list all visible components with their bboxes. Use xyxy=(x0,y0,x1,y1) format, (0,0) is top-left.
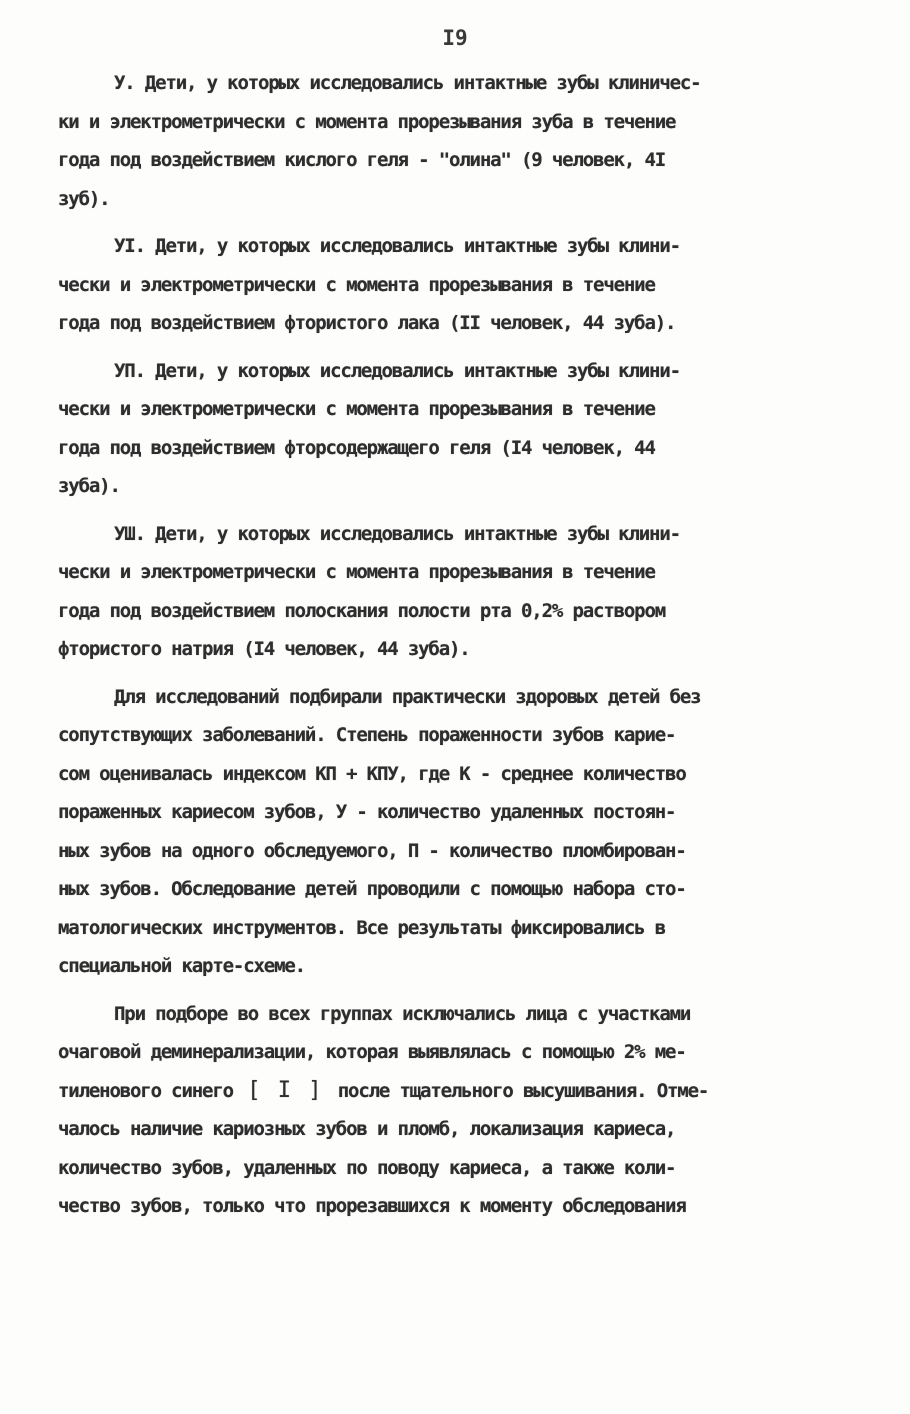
paragraph-group-7 xyxy=(58,352,858,506)
page-number: I9 xyxy=(442,26,468,50)
text-line: чески и электрометрически с момента прорезывания в течение xyxy=(58,398,655,420)
text-line: ных зубов на одного обследуемого, П - количество пломбирован- xyxy=(58,839,686,862)
paragraph-exclusion xyxy=(58,995,858,1226)
text-line: чалось наличие кариозных зубов и пломб, локализация кариеса, xyxy=(58,1118,676,1140)
text-line: чески и электрометрически с момента прорезывания в течение xyxy=(58,561,655,583)
document-body xyxy=(58,64,858,1235)
text-fragment: после тщательного высушивания. Отме- xyxy=(337,1079,709,1102)
text-line: матологических инструментов. Все результаты фиксировались в xyxy=(58,916,666,939)
paragraph-group-8 xyxy=(58,515,858,669)
text-line: года под воздействием полоскания полости рта 0,2% раствором xyxy=(58,599,666,622)
paragraph-group-6 xyxy=(58,227,858,343)
text-line: чество зубов, только что прорезавшихся к моменту обследования xyxy=(58,1195,686,1217)
text-fragment: тиленового синего xyxy=(58,1079,233,1102)
text-line: чески и электрометрически с момента прорезывания в течение xyxy=(58,273,655,296)
text-line: специальной карте-схеме. xyxy=(58,955,305,977)
text-line: года под воздействием фторсодержащего геля (I4 человек, 44 xyxy=(58,436,655,459)
text-line: зуб). xyxy=(58,187,110,210)
text-line: Для исследований подбирали практически здоровых детей без xyxy=(114,685,701,708)
text-line: ки и электрометрически с момента прорезывания зуба в течение xyxy=(58,110,676,133)
text-line: зуба). xyxy=(58,475,120,497)
paragraph-group-5 xyxy=(58,64,858,218)
text-line: УI. Дети, у которых исследовались интактные зубы клини- xyxy=(114,235,680,257)
reference-citation: [ I ] xyxy=(247,1077,324,1103)
text-line: сом оценивалась индексом КП + КПУ, где К - среднее количество xyxy=(58,762,686,785)
text-line: очаговой деминерализации, которая выявлялась с помощью 2% ме- xyxy=(58,1041,686,1063)
text-line: сопутствующих заболеваний. Степень пораженности зубов карие- xyxy=(58,724,676,746)
text-line: пораженных кариесом зубов, У - количество удаленных постоян- xyxy=(58,801,676,823)
text-line: года под воздействием кислого геля - "олина" (9 человек, 4I xyxy=(58,149,666,171)
text-line: года под воздействием фтористого лака (II человек, 44 зуба). xyxy=(58,312,676,334)
text-line: При подборе во всех группах исключались лица с участками xyxy=(114,1002,691,1025)
text-line-with-reference xyxy=(58,1072,858,1111)
paragraph-selection xyxy=(58,678,858,986)
text-line: УШ. Дети, у которых исследовались интактные зубы клини- xyxy=(114,522,680,545)
text-line: ных зубов. Обследование детей проводили с помощью набора сто- xyxy=(58,878,686,900)
text-line: фтористого натрия (I4 человек, 44 зуба). xyxy=(58,638,470,660)
text-line: УП. Дети, у которых исследовались интактные зубы клини- xyxy=(114,359,680,382)
text-line: количество зубов, удаленных по поводу кариеса, а также коли- xyxy=(58,1156,676,1179)
text-line: У. Дети, у которых исследовались интактные зубы клиничес- xyxy=(114,72,701,94)
